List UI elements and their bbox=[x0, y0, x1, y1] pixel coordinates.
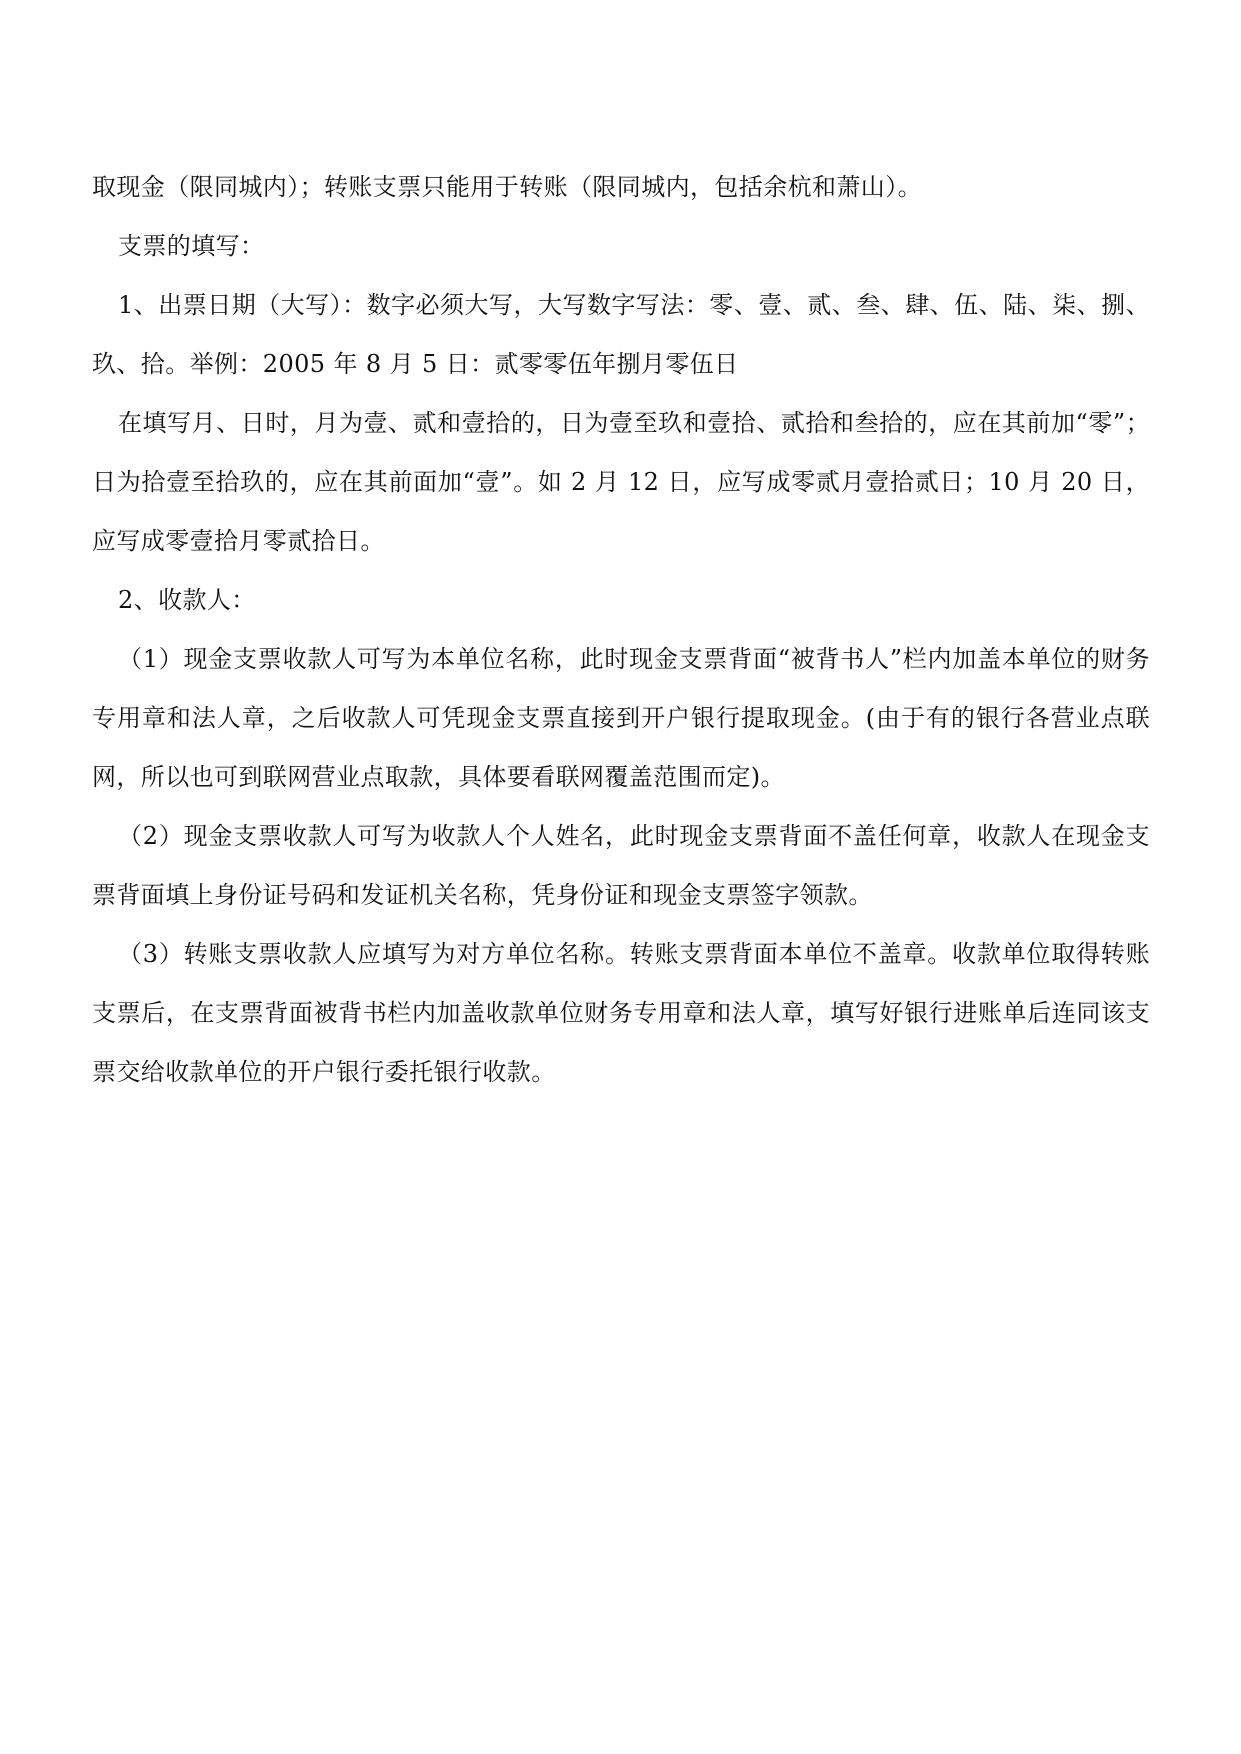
paragraph-cash-scope: 取现金（限同城内）；转账支票只能用于转账（限同城内，包括余杭和萧山）。 bbox=[92, 173, 922, 201]
paragraph-payee-rule-2: （2）现金支票收款人可写为收款人个人姓名，此时现金支票背面不盖任何章，收款人在现金支票背面填上身份证号码和发证机关名称，凭身份证和现金支票签字领款。 bbox=[92, 822, 1150, 909]
paragraph-date-rules: 在填写月、日时，月为壹、贰和壹拾的，日为壹至玖和壹拾、贰拾和叁拾的，应在其前加“零”；日为拾壹至拾玖的，应在其前面加“壹”。如 2 月 12 日，应写成零贰月壹拾贰日；10 月 20 日，应写成零壹拾月零贰拾日。 bbox=[92, 409, 1150, 555]
paragraph-issue-date: 1、出票日期（大写）：数字必须大写，大写数字写法：零、壹、贰、叁、肆、伍、陆、柒、捌、玖、拾。举例：2005 年 8 月 5 日：贰零零伍年捌月零伍日 bbox=[92, 291, 1150, 378]
paragraph-filling-heading: 支票的填写： bbox=[118, 232, 265, 260]
document-body bbox=[92, 158, 1150, 1102]
paragraph-payee-rule-3: （3）转账支票收款人应填写为对方单位名称。转账支票背面本单位不盖章。收款单位取得转账支票后，在支票背面被背书栏内加盖收款单位财务专用章和法人章，填写好银行进账单后连同该支票交给收款单位的开户银行委托银行收款。 bbox=[92, 940, 1150, 1086]
paragraph-payee-rule-1: （1）现金支票收款人可写为本单位名称，此时现金支票背面“被背书人”栏内加盖本单位的财务专用章和法人章，之后收款人可凭现金支票直接到开户银行提取现金。(由于有的银行各营业点联网，所以也可到联网营业点取款，具体要看联网覆盖范围而定)。 bbox=[92, 645, 1150, 791]
paragraph-payee-heading: 2、收款人： bbox=[118, 586, 256, 614]
